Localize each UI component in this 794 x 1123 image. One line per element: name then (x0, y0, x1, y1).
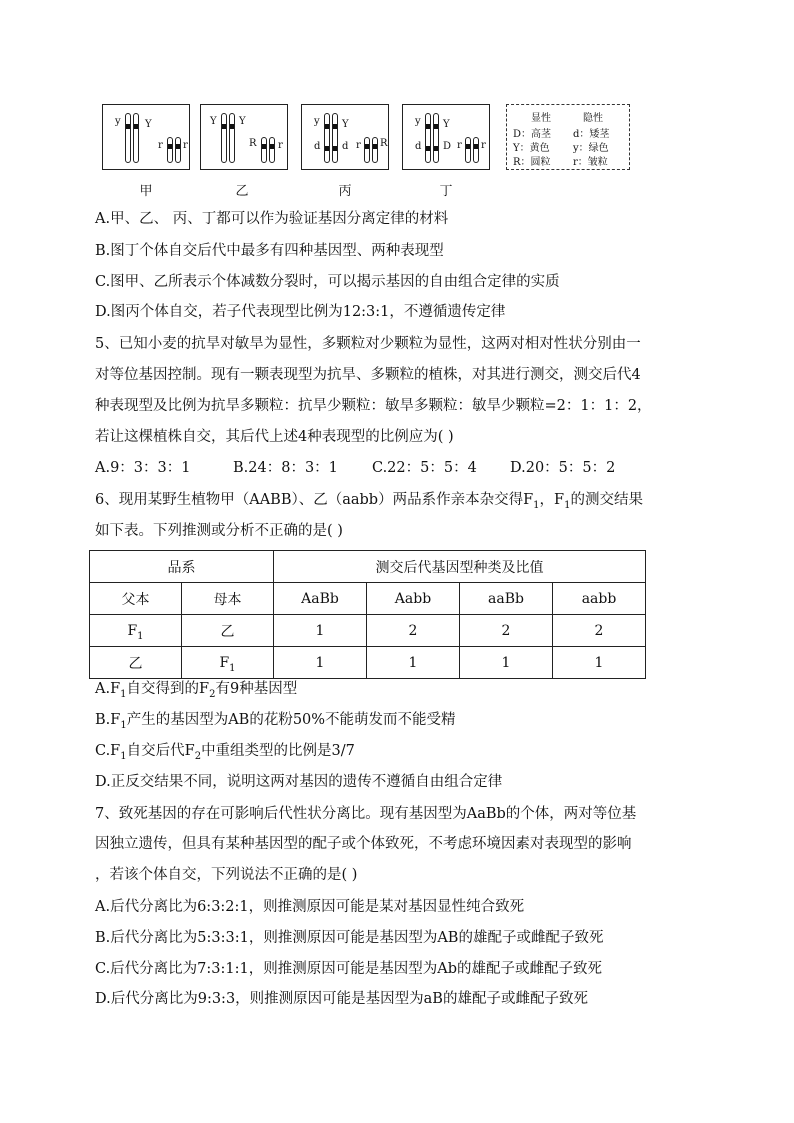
gene-label: y (415, 116, 421, 127)
gene-label: R (380, 138, 388, 149)
gene-label: Y (145, 119, 152, 130)
table-header: 母本 (182, 583, 274, 615)
gene-label: R (249, 138, 257, 149)
table-cell: 2 (367, 615, 460, 647)
gene-label: r (457, 140, 462, 151)
q7-stem-line: ，若该个体自交，下列说法不正确的是( ) (95, 867, 358, 883)
chromosome (465, 137, 471, 163)
legend-header-recessive: 隐性 (583, 113, 603, 124)
gene-label: r (278, 140, 283, 151)
legend-item: d：矮茎 (573, 129, 610, 140)
testcross-table (89, 550, 646, 679)
table-row (90, 615, 646, 647)
gene-label: Y (210, 116, 217, 127)
legend-item: y：绿色 (573, 143, 609, 154)
caption-jia: 甲 (139, 184, 153, 199)
chromosome (229, 113, 235, 163)
panel-jia (102, 104, 190, 170)
table-cell: 1 (460, 647, 553, 679)
gene-label: y (314, 116, 320, 127)
q7-stem-line: 7、致死基因的存在可影响后代性状分离比。现有基因型为AaBb的个体，两对等位基 (95, 806, 637, 822)
q6-option-d: D.正反交结果不同，说明这两对基因的遗传不遵循自由组合定律 (95, 774, 503, 790)
table-cell: 1 (367, 647, 460, 679)
q5-option-c: C.22：5：5：4 (372, 460, 477, 476)
chromosome (473, 137, 479, 163)
panel-ding (402, 104, 490, 170)
panel-yi (200, 104, 288, 170)
chromosome (332, 113, 338, 163)
table-group-header: 测交后代基因型种类及比值 (274, 551, 646, 583)
table-group-header: 品系 (90, 551, 274, 583)
chromosome (167, 137, 173, 163)
caption-yi: 乙 (235, 184, 249, 199)
chromosome (133, 113, 139, 163)
gene-label: Y (239, 116, 246, 127)
table-cell: 1 (274, 647, 367, 679)
q7-stem-line: 因独立遗传，但具有某种基因型的配子或个体致死，不考虑环境因素对表现型的影响 (95, 836, 632, 852)
gene-label: r (183, 140, 188, 151)
table-cell: $F_1$ (182, 647, 274, 679)
gene-label: Y (342, 119, 349, 130)
gene-label: r (481, 140, 486, 151)
chromosome (175, 137, 181, 163)
gene-label: d (342, 141, 349, 152)
chromosome (433, 113, 439, 163)
q4-option-a: A.甲、乙、 丙、丁都可以作为验证基因分离定律的材料 (95, 211, 449, 227)
table-cell: $F_1$ (90, 615, 182, 647)
q5-option-a: A.9：3：3：1 (95, 460, 191, 476)
q7-option-b: B.后代分离比为5:3:3:1，则推测原因可能是基因型为AB的雄配子或雌配子致死 (95, 930, 604, 946)
table-header: aaBb (460, 583, 553, 615)
chromosome (324, 113, 330, 163)
q6-option-c: $C.F_1$自交后代$F_2$中重组类型的比例是3/7 (95, 743, 355, 762)
gene-label: r (158, 140, 163, 151)
chromosome (261, 137, 267, 163)
q5-option-b: B.24：8：3：1 (233, 460, 338, 476)
table-cell: 2 (553, 615, 646, 647)
gene-label: y (115, 116, 121, 127)
q5-option-d: D.20：5：5：2 (510, 460, 616, 476)
q5-stem-line: 若让这棵植株自交，其后代上述4种表现型的比例应为( ) (95, 429, 454, 445)
table-cell: 1 (553, 647, 646, 679)
table-header: aabb (553, 583, 646, 615)
table-header: 父本 (90, 583, 182, 615)
table-cell: 2 (460, 615, 553, 647)
panel-bing (301, 104, 389, 170)
chromosome (125, 113, 131, 163)
q6-stem-line: 6、现用某野生植物甲（AABB）、乙（aabb）两品系作亲本杂交得$F_1$，$F_1$的测交结果 (95, 492, 643, 511)
gene-label: Y (443, 119, 450, 130)
chromosome (221, 113, 227, 163)
chromosome (425, 113, 431, 163)
q6-stem-line: 如下表。下列推测或分析不正确的是( ) (95, 523, 343, 539)
q4-option-c: C.图甲、乙所表示个体减数分裂时，可以揭示基因的自由组合定律的实质 (95, 274, 560, 290)
chromosome (372, 137, 378, 163)
legend-item: r：皱粒 (573, 157, 608, 168)
q5-options (95, 458, 616, 478)
table-row (90, 647, 646, 679)
gene-label: r (356, 140, 361, 151)
q6-option-b: $B.F_1$产生的基因型为AB的花粉50%不能萌发而不能受精 (95, 712, 456, 731)
legend-item: Y：黄色 (513, 143, 550, 154)
q6-option-a: $A.F_1$自交得到的$F_2$有9种基因型 (95, 681, 298, 700)
legend-item: D：高茎 (513, 129, 552, 140)
gene-legend (506, 104, 630, 170)
q5-stem-line: 种表现型及比例为抗旱多颗粒：抗旱少颗粒：敏旱多颗粒：敏旱少颗粒=2：1：1：2， (95, 398, 652, 414)
gene-label: D (443, 141, 452, 152)
caption-ding: 丁 (439, 184, 453, 199)
gene-label: d (314, 141, 321, 152)
chromosome (269, 137, 275, 163)
table-cell: 乙 (90, 647, 182, 679)
table-header: AaBb (274, 583, 367, 615)
q7-option-d: D.后代分离比为9:3:3，则推测原因可能是基因型为aB的雄配子或雌配子致死 (95, 991, 588, 1007)
chromosome-figure (100, 104, 640, 204)
legend-item: R：圆粒 (513, 157, 551, 168)
gene-label: d (415, 141, 422, 152)
table-header: Aabb (367, 583, 460, 615)
table-cell: 乙 (182, 615, 274, 647)
q4-option-b: B.图丁个体自交后代中最多有四种基因型、两种表现型 (95, 243, 444, 259)
legend-header-dominant: 显性 (531, 113, 551, 124)
q4-option-d: D.图丙个体自交，若子代表现型比例为12:3:1，不遵循遗传定律 (95, 304, 506, 320)
table-cell: 1 (274, 615, 367, 647)
q7-option-a: A.后代分离比为6:3:2:1，则推测原因可能是某对基因显性纯合致死 (95, 899, 525, 915)
q5-stem-line: 5、已知小麦的抗旱对敏旱为显性，多颗粒对少颗粒为显性，这两对相对性状分别由一 (95, 336, 641, 352)
chromosome (364, 137, 370, 163)
q5-stem-line: 对等位基因控制。现有一颗表现型为抗旱、多颗粒的植株，对其进行测交，测交后代4 (95, 367, 641, 383)
caption-bing: 丙 (338, 184, 352, 199)
q7-option-c: C.后代分离比为7:3:1:1，则推测原因可能是基因型为Ab的雄配子或雌配子致死 (95, 961, 602, 977)
